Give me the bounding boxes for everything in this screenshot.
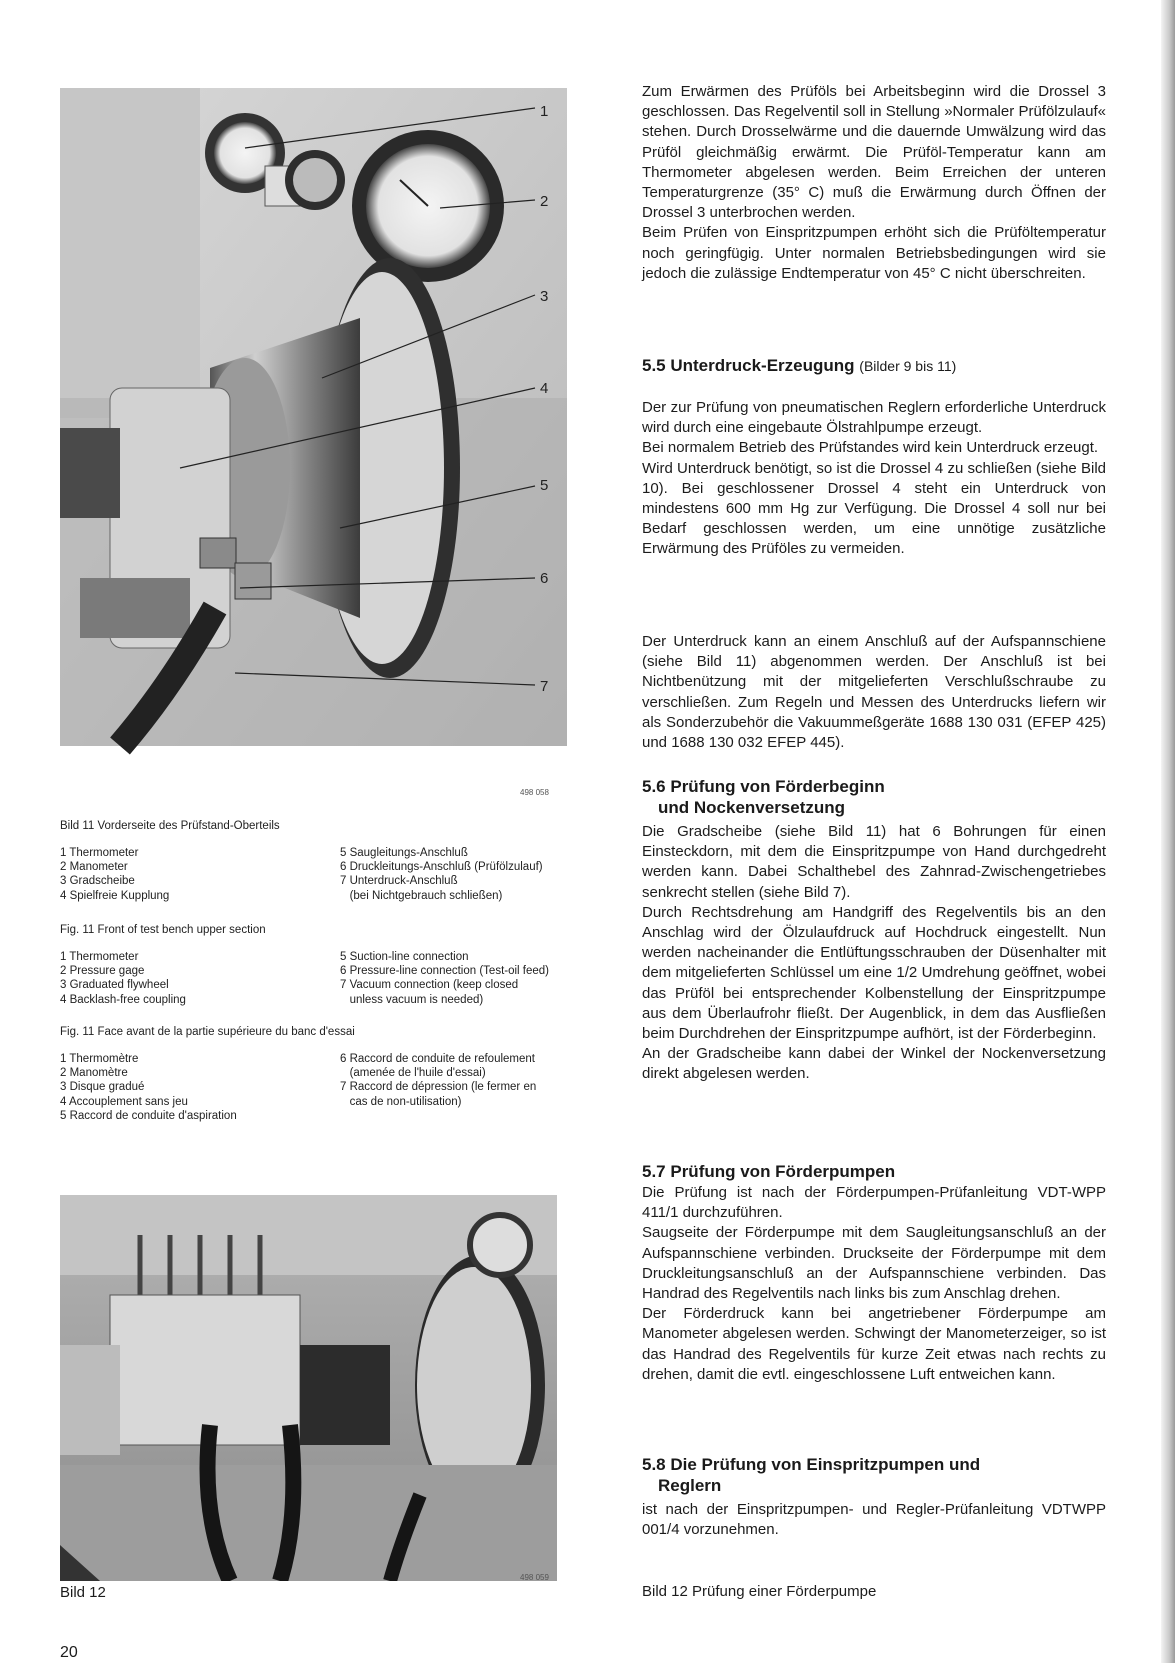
caption-de-left <box>60 846 169 903</box>
caption-item: 5 Suction-line connection <box>340 951 469 963</box>
image-number-2: 498 059 <box>520 1573 549 1582</box>
caption-item: 6 Druckleitungs-Anschluß (Prüfölzulauf) <box>340 861 543 874</box>
paragraph: Zum Erwärmen des Prüföls bei Arbeitsbeginn wird die Drossel 3 geschlossen. Das Regelventil soll in Stellung »Normaler Prüfölzulauf« stehen. Durch Drosselwärme und die dauernde Umwälzung wird das Prüföl gleichmäßig erwärmt. Die Prüföl-Temperatur kann am Thermometer abgelesen werden. Beim Erreichen der unteren Temperaturgrenze (35° C) muß die Erwärmung durch Öffnen der Drossel 3 unterbrochen werden. <box>642 83 1106 222</box>
heading-5-5 <box>642 355 1106 377</box>
photo-test-bench-front <box>60 88 567 796</box>
heading-text: 5.6 Prüfung von Förderbeginn <box>642 777 885 796</box>
callout-1: 1 <box>540 103 549 120</box>
caption-item: 7 Raccord de dépression (le fermer en <box>340 1081 537 1094</box>
paragraph: An der Gradscheibe kann dabei der Winkel der Nockenversetzung direkt abgelesen werden. <box>642 1045 1106 1083</box>
heading-text: 5.8 Die Prüfung von Einspritzpumpen und <box>642 1455 981 1474</box>
paragraph: Die Prüfung ist nach der Förderpumpen-Prüfanleitung VDT-WPP 411/1 durchzuführen. <box>642 1184 1106 1222</box>
paragraph: Der Unterdruck kann an einem Anschluß auf der Aufspannschiene (siehe Bild 11) abgenommen werden. Der Anschluß ist bei Nichtbenützung mit der mitgelieferten Verschlußschraube zu verschließen. Zum Regeln und Messen des Unterdrucks liefern wir als Sonderzubehör die Vakuummeßgeräte 1688 130 031 (EFEP 425) und 1688 130 032 EFEP 445). <box>642 633 1106 752</box>
heading-text: Reglern <box>658 1476 722 1495</box>
caption-item: (amenée de l'huile d'essai) <box>340 1067 486 1080</box>
caption-item: 1 Thermometer <box>60 951 139 963</box>
caption-item: 3 Graduated flywheel <box>60 979 169 992</box>
paragraph: Die Gradscheibe (siehe Bild 11) hat 6 Bohrungen für einen Einsteckdorn, mit dem die Einspritzpumpe von Hand durchgedreht werden kann. Dabei Schalthebel des Zahnrad-Zwischengetriebes senkrecht stellen (siehe Bild 7). <box>642 823 1106 901</box>
caption-item: 2 Manometer <box>60 861 128 874</box>
bild12-caption: Bild 12 Prüfung einer Förderpumpe <box>642 1583 877 1600</box>
caption-item: 2 Manomètre <box>60 1067 128 1080</box>
image-number-1: 498 058 <box>520 788 549 797</box>
photo2-label: Bild 12 <box>60 1584 106 1601</box>
paragraph: Der zur Prüfung von pneumatischen Reglern erforderliche Unterdruck wird durch eine eingebaute Ölstrahlpumpe erzeugt. <box>642 399 1106 437</box>
heading-5-8 <box>642 1454 1106 1496</box>
caption-item: unless vacuum is needed) <box>340 993 484 1006</box>
page-number: 20 <box>60 1644 78 1661</box>
paragraph: Der Förderdruck kann bei angetriebener Förderpumpe am Manometer abgelesen werden. Schwingt der Manometerzeiger, so ist das Handrad des Regelventils für kurze Zeit etwas nach rechts zu drehen, damit die evtl. eingeschlossene Luft entweichen kann. <box>642 1305 1106 1383</box>
text-block-3 <box>642 632 1106 753</box>
heading-5-6 <box>642 776 1106 818</box>
caption-item: 7 Vacuum connection (keep closed <box>340 979 519 992</box>
caption-fr-title: Fig. 11 Face avant de la partie supérieure du banc d'essai <box>60 1026 355 1038</box>
photo-feed-pump-test <box>60 1195 557 1581</box>
callout-6: 6 <box>540 570 549 587</box>
caption-item: 1 Thermomètre <box>60 1053 139 1065</box>
caption-de-title: Bild 11 Vorderseite des Prüfstand-Oberteils <box>60 820 280 832</box>
caption-item: 5 Saugleitungs-Anschluß <box>340 847 468 859</box>
text-block-1 <box>642 82 1106 284</box>
paragraph: Wird Unterdruck benötigt, so ist die Drossel 4 zu schließen (siehe Bild 10). Bei geschlossener Drossel 4 steht ein Unterdruck von mindestens 600 mm Hg zur Verfügung. Die Drossel 4 soll nur bei Bedarf geschlossen werden, um eine unnötige zusätzliche Erwärmung des Prüföles zu vermeiden. <box>642 459 1106 558</box>
caption-item: 6 Pressure-line connection (Test-oil feed) <box>340 965 550 978</box>
paragraph: ist nach der Einspritzpumpen- und Regler-Prüfanleitung VDTWPP 001/4 vorzunehmen. <box>642 1501 1106 1539</box>
callout-7: 7 <box>540 678 549 695</box>
caption-item: 1 Thermometer <box>60 847 139 859</box>
paragraph: Durch Rechtsdrehung am Handgriff des Regelventils bis an den Anschlag wird der Ölzulaufdruck auf Hochdruck eingestellt. Nun werden nacheinander die Entlüftungsschrauben der Düsenhalter mit dem mitgelieferten Schlüssel um eine 1/2 Umdrehung geöffnet, wobei das Prüföl bei entsprechender Kolbenstellung der Einspritzpumpe aus dem Überlaufrohr fließt. Der Augenblick, in dem das Ausfließen beim Durchdrehen der Einspritzpumpe aufhört, ist der Förderbeginn. <box>642 903 1106 1043</box>
caption-en-right <box>340 950 549 1007</box>
callout-3: 3 <box>540 288 549 305</box>
text-block-5 <box>642 1183 1106 1385</box>
caption-item: 3 Gradscheibe <box>60 875 135 888</box>
caption-item: cas de non-utilisation) <box>340 1095 462 1108</box>
callout-4: 4 <box>540 380 549 397</box>
caption-item: (bei Nichtgebrauch schließen) <box>340 889 503 902</box>
text-block-4 <box>642 822 1106 1085</box>
caption-de-right <box>340 846 543 903</box>
heading-text: 5.7 Prüfung von Förderpumpen <box>642 1162 896 1181</box>
caption-fr-right <box>340 1052 536 1109</box>
paragraph: Bei normalem Betrieb des Prüfstandes wird kein Unterdruck erzeugt. <box>642 439 1099 457</box>
callout-5: 5 <box>540 477 549 494</box>
caption-item: 2 Pressure gage <box>60 965 145 978</box>
caption-item: 4 Backlash-free coupling <box>60 993 186 1006</box>
caption-item: 4 Spielfreie Kupplung <box>60 889 170 902</box>
caption-fr-left <box>60 1052 237 1123</box>
text-block-6 <box>642 1500 1106 1540</box>
caption-item: 6 Raccord de conduite de refoulement <box>340 1053 535 1065</box>
caption-en-left <box>60 950 186 1007</box>
heading-text: 5.5 Unterdruck-Erzeugung <box>642 356 855 375</box>
caption-item: 3 Disque gradué <box>60 1081 145 1094</box>
callout-2: 2 <box>540 193 549 210</box>
paragraph: Beim Prüfen von Einspritzpumpen erhöht sich die Prüföltemperatur noch geringfügig. Unter normalen Betriebsbedingungen wird sie jedoch die zulässige Endtemperatur von 45° C nicht überschreiten. <box>642 224 1106 282</box>
caption-en-title: Fig. 11 Front of test bench upper section <box>60 924 266 936</box>
heading-text: und Nockenversetzung <box>658 798 846 817</box>
page-edge <box>1161 0 1175 1663</box>
caption-item: 4 Accouplement sans jeu <box>60 1095 188 1108</box>
heading-5-7 <box>642 1161 1106 1182</box>
caption-item: 7 Unterdruck-Anschluß <box>340 875 458 888</box>
caption-item: 5 Raccord de conduite d'aspiration <box>60 1109 237 1122</box>
heading-sub: (Bilder 9 bis 11) <box>859 358 957 374</box>
text-block-2 <box>642 398 1106 560</box>
paragraph: Saugseite der Förderpumpe mit dem Saugleitungsanschluß an der Aufspannschiene verbinden. Druckseite der Förderpumpe mit dem Druckleitungsanschluß an der Aufspannschiene verbinden. Das Handrad des Regelventils nach links bis zum Anschlag drehen. <box>642 1224 1106 1303</box>
